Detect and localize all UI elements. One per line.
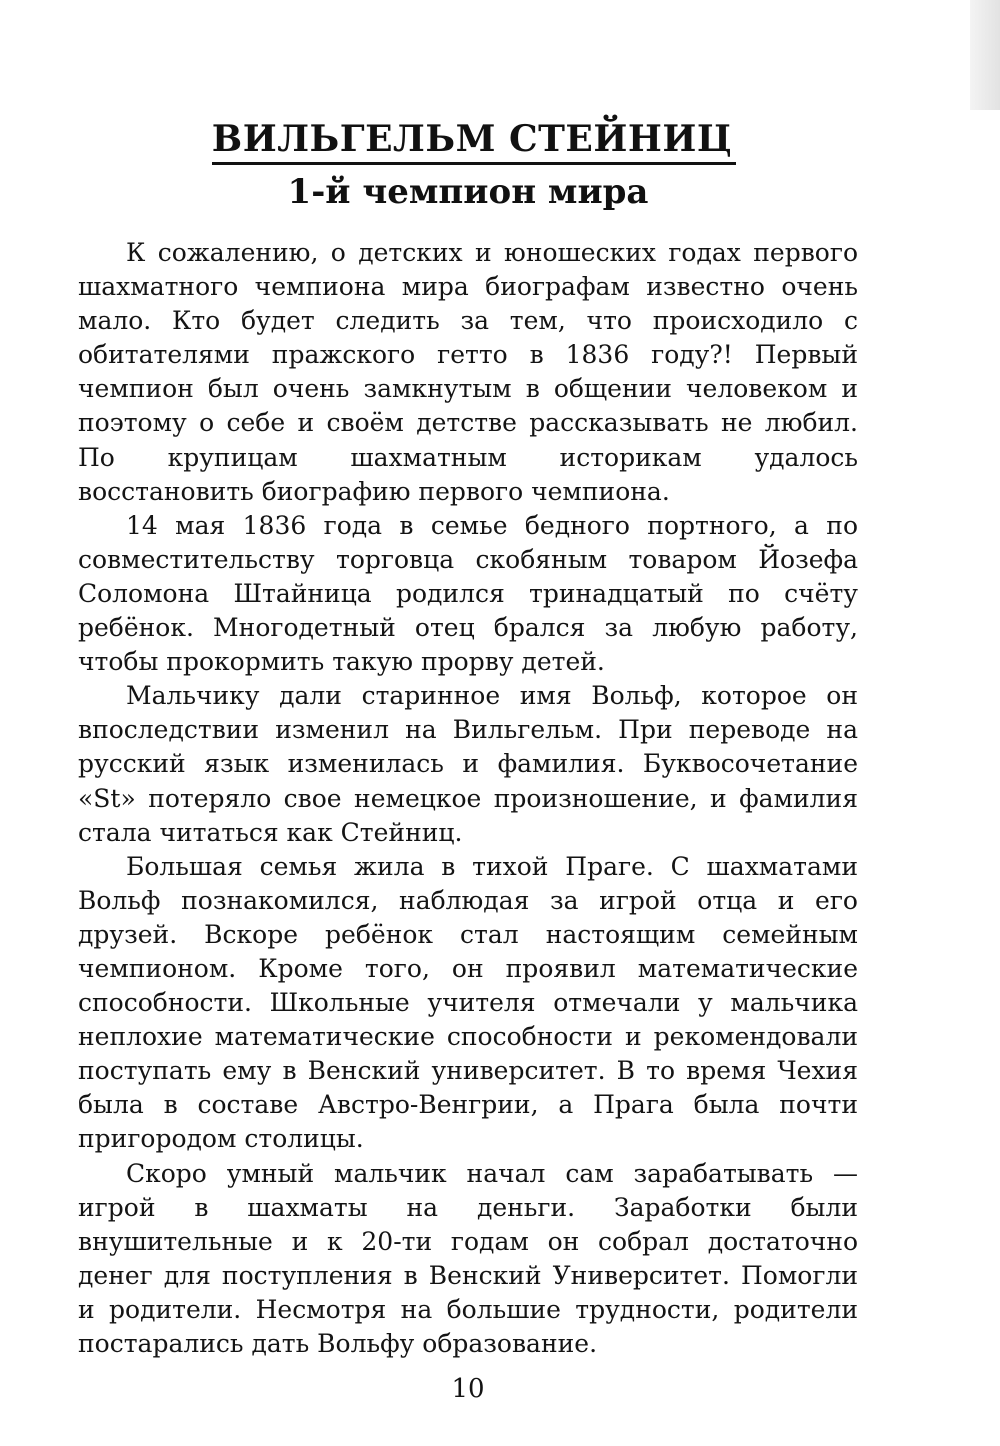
chapter-title-text: ВИЛЬГЕЛЬМ СТЕЙНИЦ [212, 118, 736, 165]
body-text [78, 236, 858, 1361]
paragraph-3: Мальчику дали старинное имя Вольф, которое он впоследствии изменил на Вильгельм. При переводе на русский язык изменилась и фамилия. Буквосочетание «St» потеряло свое немецкое произношение, и фамилия стала читаться как Стейниц. [78, 681, 858, 847]
chapter-title [0, 118, 948, 160]
paragraph-1: К сожалению, о детских и юношеских годах первого шахматного чемпиона мира биографам известно очень мало. Кто будет следить за тем, что происходило с обитателями пражского гетто в 1836 году?! Первый чемпион был очень замкнутым в общении человеком и поэтому о себе и своём детстве рассказывать не любил. По крупицам шахматным историкам удалось восстановить биографию первого чемпиона. [78, 238, 858, 506]
page-number: 10 [451, 1374, 485, 1404]
chapter-subtitle: 1-й чемпион мира [287, 172, 649, 212]
page-edge-shadow [970, 0, 1000, 110]
paragraph-2: 14 мая 1836 года в семье бедного портного, а по совместительству торговца скобяным товаром Йозефа Соломона Штайница родился тринадцатый по счёту ребёнок. Многодетный отец брался за любую работу, чтобы прокормить такую прорву детей. [78, 510, 858, 677]
paragraph-4: Большая семья жила в тихой Праге. С шахматами Вольф познакомился, наблюдая за игрой отца и его друзей. Вскоре ребёнок стал настоящим семейным чемпионом. Кроме того, он проявил математические способности. Школьные учителя отмечали у мальчика неплохие математические способности и рекомендовали поступать ему в Венский университет. В то время Чехия была в составе Австро-Венгрии, а Прага была почти пригородом столицы. [78, 851, 858, 1154]
paragraph-5: Скоро умный мальчик начал сам зарабатывать — игрой в шахматы на деньги. Заработки были внушительные и к 20-ти годам он собрал достаточно денег для поступления в Венский Университет. Помогли и родители. Несмотря на большие трудности, родители постарались дать Вольфу образование. [78, 1158, 858, 1358]
